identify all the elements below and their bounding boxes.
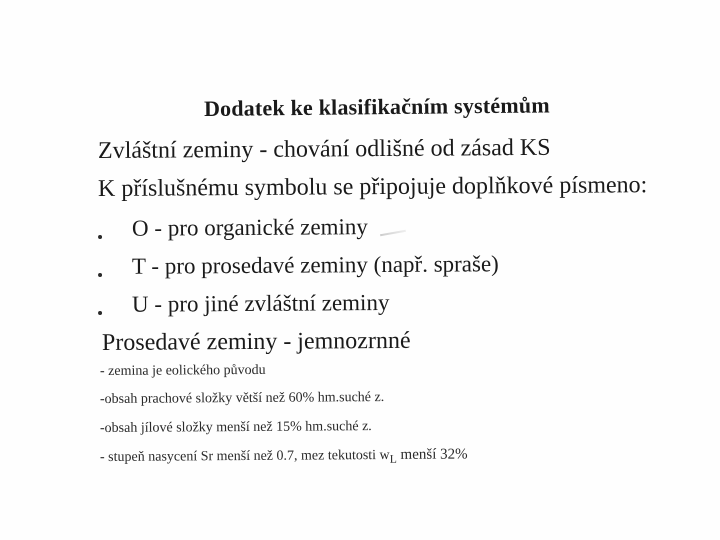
collapsible-soils-heading: Prosedavé zeminy - jemnozrnné [101, 327, 411, 356]
bullet-text: U - pro jiné zvláštní zeminy [131, 289, 390, 317]
bullet-item-other [98, 290, 390, 318]
bullet-item-organic [98, 214, 368, 242]
note-tail: menší 32% [396, 446, 468, 463]
bullet-text: T - pro prosedavé zeminy (např. spraše) [131, 251, 499, 279]
subscript-l: L [389, 452, 397, 466]
bullet-dot-icon [98, 235, 102, 239]
bullet-dot-icon [98, 273, 102, 277]
note-line-saturation [100, 446, 468, 467]
bullet-text: O - pro organické zeminy [131, 214, 368, 241]
note-line-origin: - zemina je eolického původu [99, 362, 266, 379]
note-text: - stupeň nasycení Sr menší než 0.7, mez tekutosti w [99, 447, 390, 465]
document-title: Dodatek ke klasifikačním systémům [203, 92, 550, 121]
symbol-suffix-line: K příslušnému symbolu se připojuje doplňkové písmeno: [97, 172, 648, 202]
note-line-silt: -obsah prachové složky větší než 60% hm.suché z. [99, 390, 385, 407]
scan-speck [380, 230, 406, 236]
bullet-item-collapsible [98, 251, 499, 280]
note-line-clay: -obsah jílové složky menší než 15% hm.suché z. [99, 419, 372, 436]
bullet-dot-icon [98, 311, 102, 315]
special-soils-line: Zvláštní zeminy - chování odlišné od zásad KS [97, 134, 551, 164]
